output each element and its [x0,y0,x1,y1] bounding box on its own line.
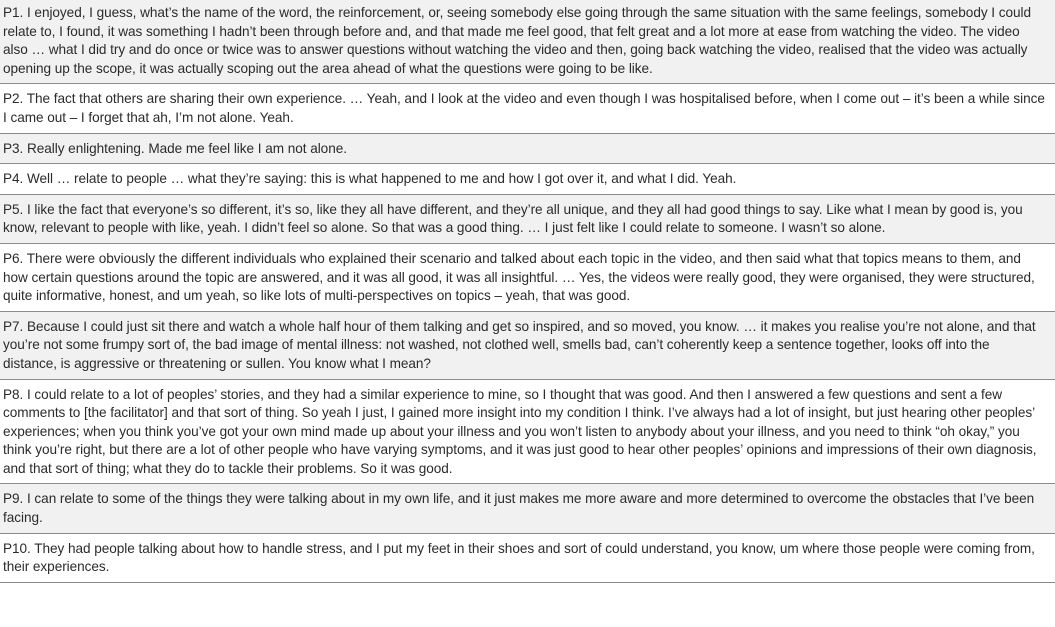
quote-cell-p10: P10. They had people talking about how to handle stress, and I put my feet in their shoes and sort of could understand, you know, um where those people were coming from, their experiences. [0,533,1055,582]
quote-cell-p7: P7. Because I could just sit there and watch a whole half hour of them talking and get so inspired, and so moved, you know. … it makes you realise you’re not alone, and that you’re not some frumpy sort of, the bad image of mental illness: not washed, not clothed well, smells bad, can’t coherently keep a sentence together, looks off into the distance, is aggressive or threatening or sullen. You know what I mean? [0,311,1055,379]
quote-cell-p8: P8. I could relate to a lot of peoples’ stories, and they had a similar experience to mine, so I thought that was good. And then I answered a few questions and sent a few comments to [the facilitator] and that sort of thing. So yeah I just, I gained more insight into my condition I think. I’ve always had a lot of insight, but just hearing other peoples’ experiences; when you think you’ve got your own mind made up about your illness and you won’t listen to anybody about your illness, and you need to think “oh okay,” you think you’re right, but there are a lot of other people who have varying symptoms, and it was just good to hear other peoples’ opinions and impressions of their own diagnosis, and that sort of thing; what they do to tackle their problems. So it was good. [0,379,1055,484]
table-row [0,311,1055,379]
table-row [0,484,1055,533]
table-row [0,164,1055,195]
table-row [0,533,1055,582]
table-row [0,379,1055,484]
quote-cell-p6: P6. There were obviously the different individuals who explained their scenario and talked about each topic in the video, and then said what that topics means to them, and how certain questions around the topic are answered, and it was all good, it was all insightful. … Yes, the videos were really good, they were organised, they were structured, quite informative, honest, and um yeah, so like lots of multi-perspectives on topics – yeah, that was good. [0,243,1055,311]
quote-cell-p2: P2. The fact that others are sharing their own experience. … Yeah, and I look at the video and even though I was hospitalised before, when I come out – it’s been a while since I came out – I forget that ah, I’m not alone. Yeah. [0,84,1055,133]
table-row [0,133,1055,164]
table-row [0,84,1055,133]
quote-cell-p1: P1. I enjoyed, I guess, what’s the name of the word, the reinforcement, or, seeing somebody else going through the same situation with the same feelings, somebody I could relate to, I found, it was something I hadn’t been through before and, and that made me feel good, that felt great and a lot more at ease from watching the video. The video also … what I did try and do once or twice was to answer questions without watching the video and then, going back watching the video, realised that the video was actually opening up the scope, it was actually scoping out the area ahead of what the questions were going to be like. [0,0,1055,84]
quote-cell-p4: P4. Well … relate to people … what they’re saying: this is what happened to me and how I got over it, and what I did. Yeah. [0,164,1055,195]
quote-cell-p3: P3. Really enlightening. Made me feel like I am not alone. [0,133,1055,164]
table-row [0,243,1055,311]
table-row [0,0,1055,84]
quote-cell-p9: P9. I can relate to some of the things they were talking about in my own life, and it just makes me more aware and more determined to overcome the obstacles that I’ve been facing. [0,484,1055,533]
quote-cell-p5: P5. I like the fact that everyone’s so different, it’s so, like they all have different, and they’re all unique, and they all had good things to say. Like what I mean by good is, you know, relevant to people with like, yeah. I didn’t feel so alone. So that was a good thing. … I just felt like I could relate to someone. I wasn’t so alone. [0,194,1055,243]
table-row [0,194,1055,243]
